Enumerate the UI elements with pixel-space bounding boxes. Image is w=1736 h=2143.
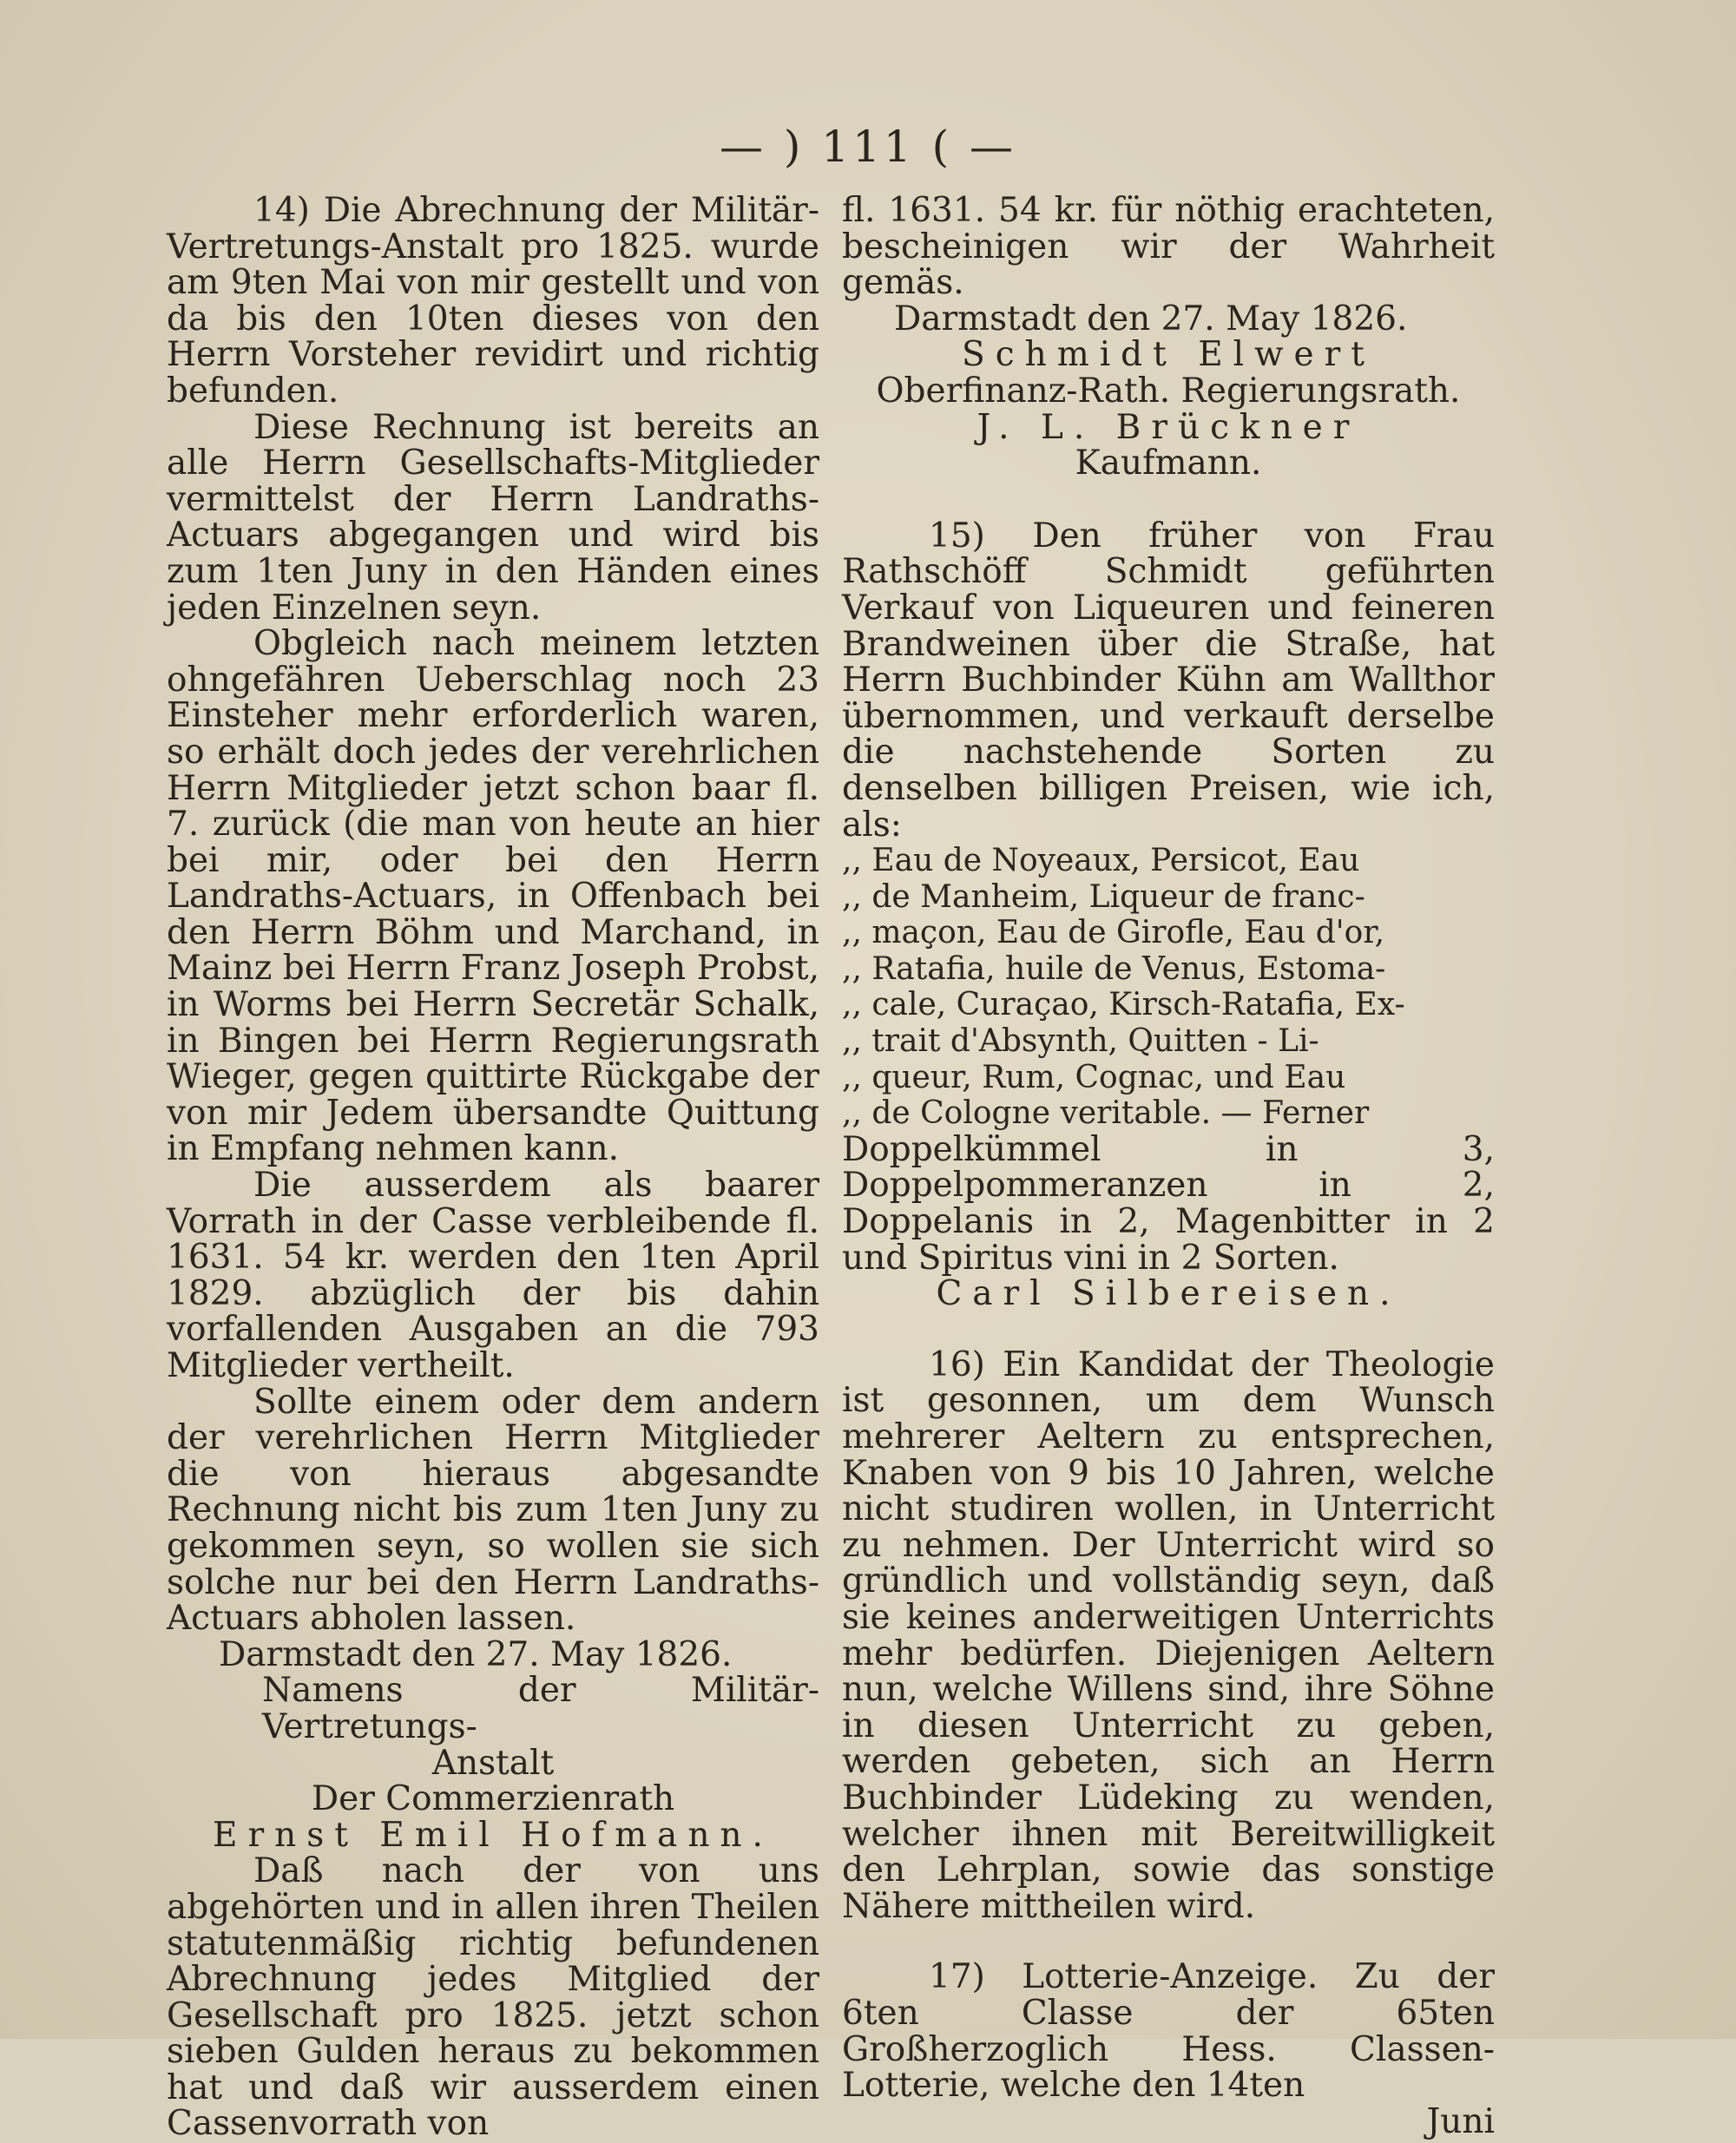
page-number: — ) 111 ( —: [719, 122, 1017, 172]
certifier-titles: Oberfinanz-Rath. Regierungsrath.: [876, 371, 1461, 411]
liquor-list-line: ,, de Cologne veritable. — Ferner: [842, 1095, 1370, 1132]
liquor-list-line: ,, queur, Rum, Cognac, und Eau: [842, 1059, 1346, 1095]
section-15-text: 15) Den früher von Frau Rathschöff Schmidt geführten Verkauf von Liqueuren und feineren Brandweinen über die Straße, hat Herrn Buchbinder Kühn am Wallthor übernommen, und verkauft derselbe die nachstehende Sorten zu denselben billigen Preisen, wie ich, als:: [842, 516, 1495, 845]
section-14-paragraph-2: Diese Rechnung ist bereits an alle Herrn Gesellschafts-Mitglieder vermittelst der Herrn Landraths-Actuars abgegangen und wird bis zum 1ten Juny in den Händen eines jeden Einzelnen seyn.: [167, 407, 819, 628]
certifier-title-2: Kaufmann.: [1075, 444, 1262, 483]
liquor-list-line: ,, de Manheim, Liqueur de franc-: [842, 878, 1365, 915]
section-14-paragraph-3: Obgleich nach meinem letzten ohngefähren Ueberschlag noch 23 Einsteher mehr erforderlich waren, so erhält doch jedes der verehrlichen Herrn Mitglieder jetzt schon baar fl. 7. zurück (die man von heute an hier bei mir, oder bei den Herrn Landraths-Actuars, in Offenbach bei den Herrn Böhm und Marchand, in Mainz bei Herrn Franz Joseph Probst, in Worms bei Herrn Secretär Schalk, in Bingen bei Herrn Regierungsrath Wieger, gegen quittirte Rückgabe der von mir Jedem übersandte Quittung in Empfang nehmen kann.: [167, 624, 819, 1169]
catchword: Juni: [1426, 2101, 1495, 2141]
liquor-list-line: ,, trait d'Absynth, Quitten - Li-: [842, 1023, 1319, 1060]
signature-name: Ernst Emil Hofmann.: [213, 1815, 773, 1855]
signature-line-3: Der Commerzienrath: [311, 1779, 675, 1819]
signature-date: Darmstadt den 27. May 1826.: [219, 1634, 733, 1674]
certification-date: Darmstadt den 27. May 1826.: [894, 299, 1408, 339]
section-14-paragraph-5: Sollte einem oder dem andern der verehrlichen Herrn Mitglieder die von hieraus abgesandte Rechnung nicht bis zum 1ten Juny zu gekommen seyn, so wollen sie sich solche nur bei den Herrn Landraths-Actuars abholen lassen.: [167, 1382, 819, 1639]
section-14-paragraph-4: Die ausserdem als baarer Vorrath in der Casse verbleibende fl. 1631. 54 kr. werden den 1ten April 1829. abzüglich der bis dahin vorfallenden Ausgaben an die 793 Mitglieder vertheilt.: [167, 1166, 819, 1385]
section-15-ending: Doppelkümmel in 3, Doppelpommeranzen in 2, Doppelanis in 2, Magenbitter in 2 und Spiritus vini in 2 Sorten.: [842, 1129, 1495, 1278]
certifier-names: Schmidt Elwert: [962, 335, 1375, 375]
certification-continuation: fl. 1631. 54 kr. für nöthig erachteten, bescheinigen wir der Wahrheit gemäs.: [842, 191, 1495, 303]
section-17-text: 17) Lotterie-Anzeige. Zu der 6ten Classe der 65ten Großherzoglich Hess. Classen-Lotterie, welche den 14ten: [842, 1957, 1495, 2106]
liquor-list-line: ,, maçon, Eau de Girofle, Eau d'or,: [842, 915, 1385, 951]
section-15-signature: Carl Silbereisen.: [936, 1274, 1401, 1314]
signature-line-2: Anstalt: [431, 1743, 555, 1783]
liquor-list-line: ,, Ratafia, huile de Venus, Estoma-: [842, 950, 1386, 987]
right-column: [842, 193, 1495, 2140]
liquor-list-line: ,, cale, Curaçao, Kirsch-Ratafia, Ex-: [842, 987, 1405, 1023]
certifier-name-2: J. L. Brückner: [976, 407, 1360, 447]
section-14-paragraph-1: 14) Die Abrechnung der Militär-Vertretungs-Anstalt pro 1825. wurde am 9ten Mai von mir gestellt und von da bis den 10ten dieses von den Herrn Vorsteher revidirt und richtig befunden.: [167, 191, 819, 411]
section-16-text: 16) Ein Kandidat der Theologie ist gesonnen, um dem Wunsch mehrerer Aeltern zu entsprechen, Knaben von 9 bis 10 Jahren, welche nicht studiren wollen, in Unterricht zu nehmen. Der Unterricht wird so gründlich und vollständig seyn, daß sie keines anderweitigen Unterrichts mehr bedürfen. Diejenigen Aeltern nun, welche Willens sind, ihre Söhne in diesen Unterricht zu geben, werden gebeten, sich an Herrn Buchbinder Lüdeking zu wenden, welcher ihnen mit Bereitwilligkeit den Lehrplan, sowie das sonstige Nähere mittheilen wird.: [842, 1344, 1495, 1926]
signature-line-1: Namens der Militär-Vertretungs-: [262, 1671, 819, 1746]
liquor-list-line: ,, Eau de Noyeaux, Persicot, Eau: [842, 843, 1360, 879]
left-column: [167, 193, 819, 2142]
certification-text: Daß nach der von uns abgehörten und in allen ihren Theilen statutenmäßig richtig befundenen Abrechnung jedes Mitglied der Gesellschaft pro 1825. jetzt schon sieben Gulden heraus zu bekommen hat und daß wir ausserdem einen Cassenvorrath von: [167, 1851, 819, 2143]
